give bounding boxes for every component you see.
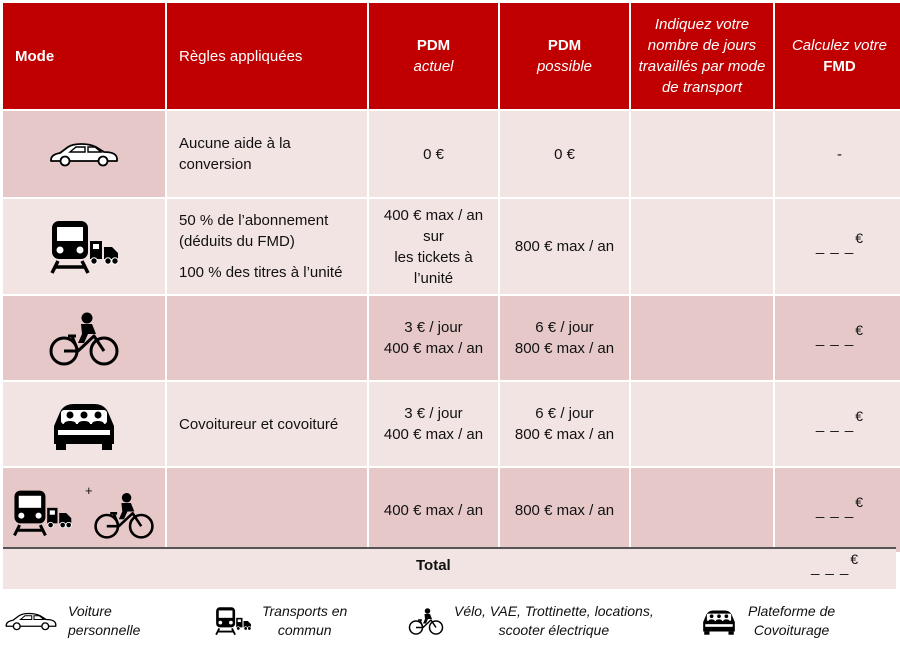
legend-item-transport bbox=[214, 602, 347, 640]
row-combo-fmd[interactable] bbox=[775, 468, 900, 552]
row-bike-rules bbox=[167, 296, 367, 380]
row-car-pdm-possible bbox=[500, 111, 629, 197]
header-mode bbox=[3, 3, 165, 109]
legend-text bbox=[68, 602, 140, 640]
fmd-blank: _ _ _ bbox=[811, 559, 850, 576]
legend-line: Transports en bbox=[262, 603, 348, 619]
header-fmd-line1: Calculez votre bbox=[791, 37, 888, 54]
row-bike-pdm-possible bbox=[500, 296, 629, 380]
carpool-icon bbox=[48, 396, 120, 452]
row-carpool-days-input[interactable] bbox=[631, 382, 773, 466]
pdm-possible-value: 800 € max / an bbox=[514, 501, 615, 519]
pdm-possible-value: 0 € bbox=[554, 145, 575, 163]
fmd-unit: € bbox=[855, 230, 864, 246]
row-transport-pdm-possible bbox=[500, 199, 629, 294]
transport-plus-bicycle-icon bbox=[9, 480, 159, 540]
legend-line: personnelle bbox=[68, 622, 141, 638]
legend-item-car bbox=[4, 602, 140, 640]
pdm-possible-value: 6 € / jour bbox=[535, 405, 594, 422]
pdm-possible-value: 800 € max / an bbox=[514, 340, 615, 357]
header-days-line: Indiquez votre bbox=[654, 16, 750, 33]
plus-sign: + bbox=[85, 483, 93, 498]
legend-line: Covoiturage bbox=[753, 622, 830, 638]
row-carpool-mode bbox=[3, 382, 165, 466]
legend bbox=[0, 598, 900, 648]
header-pdm-possible-sub: possible bbox=[536, 58, 593, 75]
pdm-possible-value: 800 € max / an bbox=[514, 238, 615, 255]
carpool-icon bbox=[700, 605, 738, 637]
row-transport-days-input[interactable] bbox=[631, 199, 773, 294]
header-rules-label: Règles appliquées bbox=[179, 47, 303, 65]
pdm-actuel-value: 0 € bbox=[423, 145, 444, 163]
rules-line: conversion bbox=[179, 156, 252, 173]
pdm-actuel-value: 3 € / jour bbox=[404, 319, 463, 336]
row-bike-days-input[interactable] bbox=[631, 296, 773, 380]
bicycle-icon bbox=[408, 606, 444, 636]
pdm-actuel-value: 400 € max / an bbox=[383, 426, 484, 443]
row-car-mode bbox=[3, 111, 165, 197]
row-combo-pdm-actuel bbox=[369, 468, 498, 552]
car-icon bbox=[4, 610, 58, 632]
bicycle-icon bbox=[93, 490, 155, 540]
row-combo-mode bbox=[3, 468, 165, 552]
row-car-days-input[interactable] bbox=[631, 111, 773, 197]
total-row bbox=[3, 547, 896, 589]
row-carpool-fmd[interactable] bbox=[775, 382, 900, 466]
public-transport-icon bbox=[11, 488, 73, 538]
row-car-fmd bbox=[775, 111, 900, 197]
legend-item-bicycle bbox=[408, 602, 654, 640]
car-icon bbox=[48, 140, 120, 168]
row-bike-pdm-actuel bbox=[369, 296, 498, 380]
rules-line: (déduits du FMD) bbox=[179, 233, 295, 250]
header-pdm-actuel-bold: PDM bbox=[416, 37, 451, 54]
pdm-actuel-value: les tickets à l’unité bbox=[394, 248, 473, 287]
legend-line: Vélo, VAE, Trottinette, locations, bbox=[454, 603, 654, 619]
rules-line: 100 % des titres à l’unité bbox=[179, 264, 343, 281]
pdm-actuel-value: 400 € max / an sur bbox=[383, 206, 484, 245]
header-days-line: nombre de jours bbox=[647, 37, 757, 54]
header-days bbox=[631, 3, 773, 109]
header-pdm-possible bbox=[500, 3, 629, 109]
bicycle-icon bbox=[48, 310, 120, 366]
header-fmd bbox=[775, 3, 900, 109]
rules-line: Aucune aide à la bbox=[179, 135, 291, 152]
legend-text bbox=[262, 602, 347, 640]
fmd-blank: _ _ _ bbox=[815, 238, 855, 255]
row-carpool-pdm-actuel bbox=[369, 382, 498, 466]
legend-line: commun bbox=[277, 622, 332, 638]
pdm-actuel-value: 400 € max / an bbox=[383, 340, 484, 357]
row-combo-rules bbox=[167, 468, 367, 552]
fmd-value: - bbox=[837, 145, 842, 163]
fmd-unit: € bbox=[855, 321, 864, 338]
pdm-possible-value: 800 € max / an bbox=[514, 426, 615, 443]
fmd-blank: _ _ _ bbox=[815, 415, 855, 433]
row-carpool-pdm-possible bbox=[500, 382, 629, 466]
row-bike-fmd[interactable] bbox=[775, 296, 900, 380]
row-transport-pdm-actuel bbox=[369, 199, 498, 294]
header-pdm-possible-bold: PDM bbox=[547, 37, 582, 54]
legend-line: Voiture bbox=[68, 603, 112, 619]
fmd-unit: € bbox=[850, 551, 859, 567]
row-car-rules bbox=[167, 111, 367, 197]
legend-item-carpool bbox=[700, 602, 835, 640]
header-mode-label: Mode bbox=[15, 47, 55, 65]
rules-line: 50 % de l’abonnement bbox=[179, 212, 329, 229]
legend-text bbox=[748, 602, 835, 640]
row-transport-mode bbox=[3, 199, 165, 294]
row-bike-mode bbox=[3, 296, 165, 380]
legend-line: scooter électrique bbox=[498, 622, 610, 638]
rules-line: Covoitureur et covoituré bbox=[179, 415, 339, 433]
row-combo-days-input[interactable] bbox=[631, 468, 773, 552]
pdm-actuel-value: 400 € max / an bbox=[383, 501, 484, 519]
header-days-line: travaillés par mode bbox=[638, 58, 766, 75]
row-transport-fmd[interactable] bbox=[775, 199, 900, 294]
row-transport-rules bbox=[167, 199, 367, 294]
row-car-pdm-actuel bbox=[369, 111, 498, 197]
legend-text bbox=[454, 602, 654, 640]
header-fmd-line2: FMD bbox=[823, 58, 856, 75]
fmd-blank: _ _ _ bbox=[815, 329, 855, 347]
public-transport-icon bbox=[214, 605, 252, 637]
row-carpool-rules bbox=[167, 382, 367, 466]
legend-line: Plateforme de bbox=[748, 603, 836, 619]
fmd-unit: € bbox=[855, 493, 864, 510]
total-label: Total bbox=[416, 557, 451, 574]
fmd-blank: _ _ _ bbox=[815, 501, 855, 519]
header-rules bbox=[167, 3, 367, 109]
row-combo-pdm-possible bbox=[500, 468, 629, 552]
header-pdm-actuel bbox=[369, 3, 498, 109]
pdm-possible-value: 6 € / jour bbox=[535, 319, 594, 336]
header-days-line: de transport bbox=[661, 79, 743, 96]
pdm-actuel-value: 3 € / jour bbox=[404, 405, 463, 422]
header-pdm-actuel-sub: actuel bbox=[413, 58, 454, 75]
total-value[interactable] bbox=[811, 551, 859, 576]
fmd-unit: € bbox=[855, 407, 864, 424]
mobility-table bbox=[3, 3, 900, 552]
public-transport-icon bbox=[48, 219, 120, 275]
